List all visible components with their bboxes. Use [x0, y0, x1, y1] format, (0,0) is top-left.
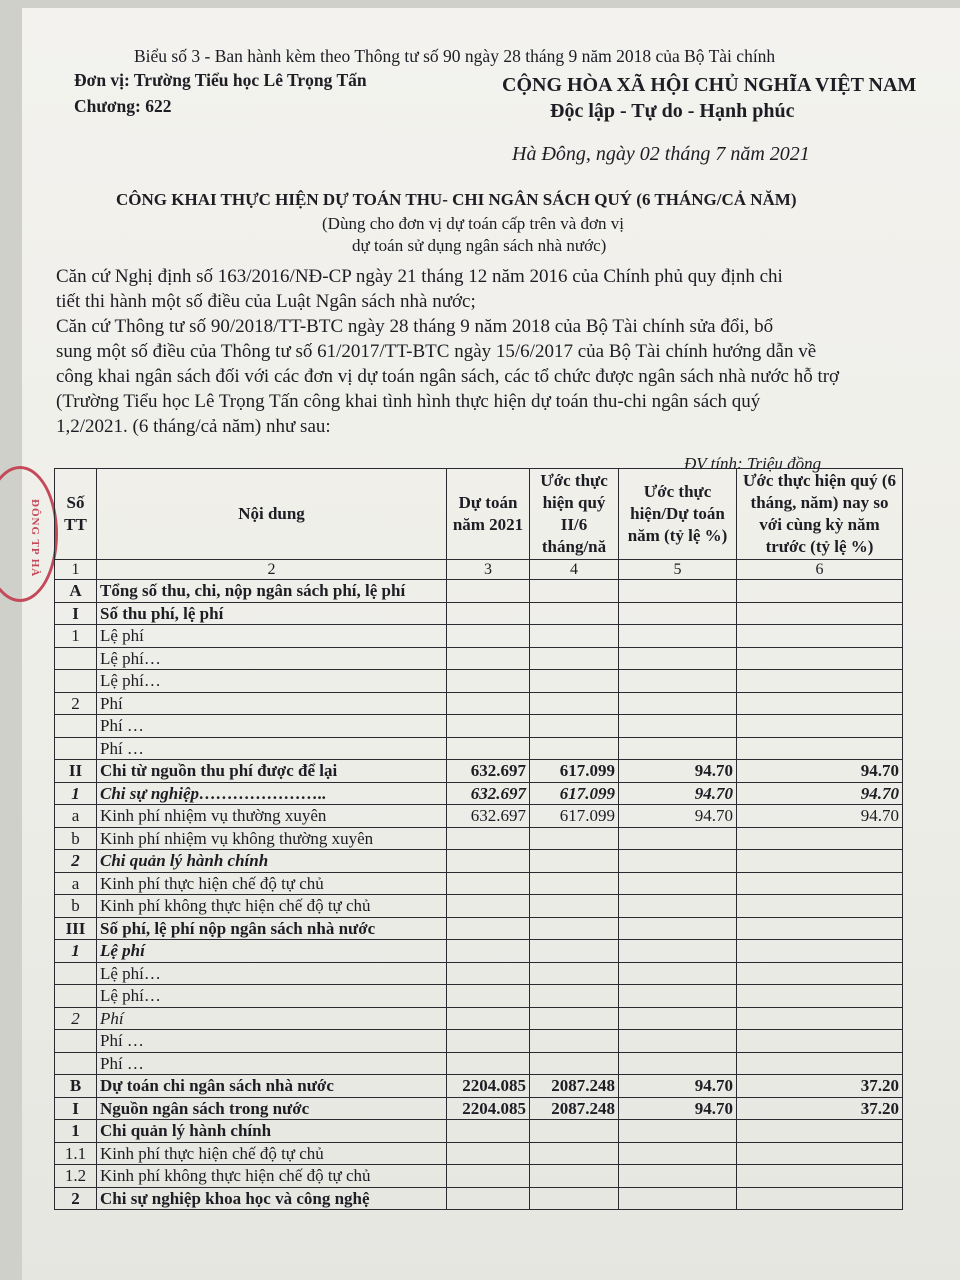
cell-estimate [447, 1120, 530, 1143]
cell-ratio-estimate [619, 895, 737, 918]
cell-content: Kinh phí thực hiện chế độ tự chủ [97, 872, 447, 895]
cell-ratio-previous-year [737, 940, 903, 963]
cell-estimate [447, 737, 530, 760]
document-subtitle-2: dự toán sử dụng ngân sách nhà nước) [352, 236, 607, 255]
cell-estimate [447, 1030, 530, 1053]
cell-ratio-estimate [619, 647, 737, 670]
document-subtitle-1: (Dùng cho đơn vị dự toán cấp trên và đơn vị [322, 214, 624, 233]
cell-content: Kinh phí không thực hiện chế độ tự chủ [97, 895, 447, 918]
cell-actual [530, 872, 619, 895]
cell-estimate: 632.697 [447, 782, 530, 805]
cell-ratio-estimate [619, 872, 737, 895]
cell-ratio-previous-year [737, 985, 903, 1008]
cell-ratio-estimate: 94.70 [619, 760, 737, 783]
cell-stt [55, 1030, 97, 1053]
cell-ratio-estimate: 94.70 [619, 782, 737, 805]
cell-stt: 2 [55, 692, 97, 715]
cell-ratio-previous-year [737, 872, 903, 895]
cell-content: Lệ phí… [97, 647, 447, 670]
table-row [55, 1165, 903, 1188]
cell-ratio-previous-year [737, 895, 903, 918]
cell-stt: I [55, 602, 97, 625]
cell-estimate [447, 602, 530, 625]
cell-content: Số phí, lệ phí nộp ngân sách nhà nước [97, 917, 447, 940]
cell-actual [530, 670, 619, 693]
cell-ratio-previous-year [737, 1052, 903, 1075]
cell-actual [530, 737, 619, 760]
table-row [55, 715, 903, 738]
cell-stt: b [55, 827, 97, 850]
cell-actual [530, 1052, 619, 1075]
cell-stt [55, 647, 97, 670]
table-row [55, 692, 903, 715]
cell-ratio-estimate: 94.70 [619, 1075, 737, 1098]
table-row [55, 1120, 903, 1143]
cell-ratio-previous-year [737, 692, 903, 715]
table-row [55, 1097, 903, 1120]
cell-ratio-estimate [619, 580, 737, 603]
column-number: 6 [737, 560, 903, 580]
header-estimate: Dự toán năm 2021 [447, 469, 530, 560]
cell-estimate [447, 692, 530, 715]
cell-ratio-previous-year [737, 1165, 903, 1188]
cell-stt [55, 1052, 97, 1075]
table-row [55, 805, 903, 828]
table-row [55, 1052, 903, 1075]
cell-ratio-estimate [619, 692, 737, 715]
cell-ratio-previous-year [737, 1142, 903, 1165]
cell-ratio-estimate: 94.70 [619, 805, 737, 828]
currency-unit-note: ĐV tính: Triệu đồng [684, 454, 822, 473]
cell-estimate [447, 1052, 530, 1075]
paragraph-line: tiết thi hành một số điều của Luật Ngân sách nhà nước; [56, 291, 476, 312]
cell-content: Phí … [97, 1030, 447, 1053]
cell-ratio-estimate: 94.70 [619, 1097, 737, 1120]
table-row [55, 872, 903, 895]
paragraph-line: công khai ngân sách đối với các đơn vị dự toán ngân sách, các tổ chức được ngân sách nhà nước hỗ trợ [56, 366, 840, 387]
header-ratio-previous-year: Ước thực hiện quý (6 tháng, năm) nay so với cùng kỳ năm trước (tỷ lệ %) [737, 469, 903, 560]
cell-actual [530, 940, 619, 963]
cell-actual [530, 917, 619, 940]
cell-estimate [447, 985, 530, 1008]
cell-ratio-previous-year [737, 737, 903, 760]
cell-estimate [447, 670, 530, 693]
cell-stt [55, 715, 97, 738]
cell-stt: 2 [55, 1007, 97, 1030]
cell-ratio-previous-year [737, 1120, 903, 1143]
cell-actual [530, 895, 619, 918]
cell-estimate [447, 827, 530, 850]
cell-ratio-estimate [619, 1007, 737, 1030]
cell-ratio-previous-year [737, 962, 903, 985]
cell-content: Kinh phí nhiệm vụ không thường xuyên [97, 827, 447, 850]
cell-actual [530, 692, 619, 715]
cell-actual: 617.099 [530, 760, 619, 783]
cell-ratio-previous-year: 37.20 [737, 1075, 903, 1098]
paragraph-line: Căn cứ Thông tư số 90/2018/TT-BTC ngày 28 tháng 9 năm 2018 của Bộ Tài chính sửa đổi, bổ [56, 316, 774, 337]
column-number: 2 [97, 560, 447, 580]
red-seal-stamp [0, 466, 58, 602]
column-number: 3 [447, 560, 530, 580]
table-row [55, 1075, 903, 1098]
cell-actual [530, 580, 619, 603]
cell-content: Lệ phí [97, 625, 447, 648]
table-row [55, 940, 903, 963]
cell-ratio-estimate [619, 625, 737, 648]
cell-ratio-estimate [619, 985, 737, 1008]
national-motto: Độc lập - Tự do - Hạnh phúc [550, 100, 795, 122]
cell-estimate [447, 1007, 530, 1030]
cell-actual: 2087.248 [530, 1097, 619, 1120]
cell-stt: 2 [55, 1187, 97, 1210]
cell-estimate [447, 917, 530, 940]
table-row [55, 1142, 903, 1165]
cell-ratio-estimate [619, 1142, 737, 1165]
cell-stt [55, 962, 97, 985]
table-row [55, 895, 903, 918]
cell-ratio-previous-year [737, 670, 903, 693]
cell-content: Nguồn ngân sách trong nước [97, 1097, 447, 1120]
cell-ratio-previous-year [737, 1187, 903, 1210]
cell-estimate [447, 940, 530, 963]
cell-estimate [447, 962, 530, 985]
cell-ratio-previous-year: 94.70 [737, 805, 903, 828]
cell-content: Chi từ nguồn thu phí được để lại [97, 760, 447, 783]
cell-actual [530, 1030, 619, 1053]
cell-actual [530, 985, 619, 1008]
column-number-row [55, 560, 903, 580]
cell-ratio-previous-year [737, 580, 903, 603]
cell-content: Phí [97, 692, 447, 715]
table-row [55, 1030, 903, 1053]
cell-actual [530, 827, 619, 850]
cell-content: Kinh phí thực hiện chế độ tự chủ [97, 1142, 447, 1165]
cell-ratio-estimate [619, 1187, 737, 1210]
cell-actual [530, 647, 619, 670]
table-row [55, 760, 903, 783]
table-row [55, 580, 903, 603]
cell-stt: II [55, 760, 97, 783]
cell-actual [530, 1120, 619, 1143]
cell-estimate: 632.697 [447, 805, 530, 828]
cell-ratio-estimate [619, 1165, 737, 1188]
cell-estimate [447, 872, 530, 895]
paragraph-line: sung một số điều của Thông tư số 61/2017/TT-BTC ngày 15/6/2017 của Bộ Tài chính hướng dẫn về [56, 341, 817, 362]
cell-stt: B [55, 1075, 97, 1098]
cell-stt: I [55, 1097, 97, 1120]
cell-estimate [447, 1187, 530, 1210]
cell-stt: III [55, 917, 97, 940]
cell-actual [530, 1007, 619, 1030]
cell-ratio-previous-year [737, 827, 903, 850]
cell-estimate [447, 580, 530, 603]
cell-content: Kinh phí không thực hiện chế độ tự chủ [97, 1165, 447, 1188]
header-content: Nội dung [97, 469, 447, 560]
budget-table [54, 468, 903, 1210]
cell-content: Kinh phí nhiệm vụ thường xuyên [97, 805, 447, 828]
cell-actual: 617.099 [530, 782, 619, 805]
cell-content: Số thu phí, lệ phí [97, 602, 447, 625]
cell-ratio-previous-year [737, 625, 903, 648]
cell-ratio-estimate [619, 827, 737, 850]
cell-content: Phí … [97, 737, 447, 760]
cell-ratio-estimate [619, 602, 737, 625]
table-row [55, 782, 903, 805]
cell-content: Chi quản lý hành chính [97, 1120, 447, 1143]
cell-stt [55, 737, 97, 760]
table-row [55, 602, 903, 625]
cell-ratio-previous-year [737, 850, 903, 873]
cell-estimate [447, 895, 530, 918]
table-row [55, 917, 903, 940]
paragraph-line: Căn cứ Nghị định số 163/2016/NĐ-CP ngày 21 tháng 12 năm 2016 của Chính phủ quy định chi [56, 266, 783, 287]
cell-estimate [447, 625, 530, 648]
cell-actual: 2087.248 [530, 1075, 619, 1098]
cell-ratio-estimate [619, 715, 737, 738]
paragraph-line: (Trường Tiểu học Lê Trọng Tấn công khai tình hình thực hiện dự toán thu-chi ngân sách quý [56, 391, 761, 412]
column-number: 4 [530, 560, 619, 580]
organization-unit: Đơn vị: Trường Tiểu học Lê Trọng Tấn [74, 70, 367, 90]
cell-ratio-previous-year [737, 917, 903, 940]
decree-reference: Biểu số 3 - Ban hành kèm theo Thông tư số 90 ngày 28 tháng 9 năm 2018 của Bộ Tài chính [134, 46, 776, 66]
table-row [55, 647, 903, 670]
cell-actual [530, 1165, 619, 1188]
table-row [55, 1007, 903, 1030]
cell-ratio-estimate [619, 1030, 737, 1053]
cell-content: Chi quản lý hành chính [97, 850, 447, 873]
cell-ratio-previous-year: 37.20 [737, 1097, 903, 1120]
table-row [55, 962, 903, 985]
cell-stt: 1 [55, 782, 97, 805]
cell-content: Lệ phí… [97, 962, 447, 985]
cell-content: Chi sự nghiệp………………….. [97, 782, 447, 805]
document-title: CÔNG KHAI THỰC HIỆN DỰ TOÁN THU- CHI NGÂN SÁCH QUÝ (6 THÁNG/CẢ NĂM) [116, 190, 797, 209]
cell-content: Phí … [97, 1052, 447, 1075]
cell-content: Phí … [97, 715, 447, 738]
cell-ratio-estimate [619, 850, 737, 873]
table-row [55, 625, 903, 648]
cell-stt: 1 [55, 940, 97, 963]
cell-content: Lệ phí [97, 940, 447, 963]
document-page [22, 8, 960, 1280]
cell-estimate [447, 1142, 530, 1165]
cell-content: Dự toán chi ngân sách nhà nước [97, 1075, 447, 1098]
cell-estimate [447, 1165, 530, 1188]
cell-ratio-previous-year [737, 1030, 903, 1053]
cell-stt: A [55, 580, 97, 603]
cell-actual [530, 1187, 619, 1210]
cell-stt: a [55, 805, 97, 828]
column-number: 5 [619, 560, 737, 580]
cell-stt [55, 670, 97, 693]
cell-ratio-estimate [619, 737, 737, 760]
cell-ratio-previous-year [737, 647, 903, 670]
cell-actual: 617.099 [530, 805, 619, 828]
cell-estimate: 632.697 [447, 760, 530, 783]
header-actual: Ước thực hiện quý II/6 tháng/nă [530, 469, 619, 560]
cell-ratio-estimate [619, 670, 737, 693]
table-row [55, 985, 903, 1008]
column-number: 1 [55, 560, 97, 580]
cell-ratio-previous-year: 94.70 [737, 760, 903, 783]
cell-estimate [447, 715, 530, 738]
cell-ratio-previous-year [737, 715, 903, 738]
table-row [55, 1187, 903, 1210]
document-date: Hà Đông, ngày 02 tháng 7 năm 2021 [512, 143, 810, 165]
cell-ratio-estimate [619, 1052, 737, 1075]
cell-ratio-estimate [619, 940, 737, 963]
paragraph-line: 1,2/2021. (6 tháng/cả năm) như sau: [56, 416, 331, 437]
table-row [55, 827, 903, 850]
table-row [55, 670, 903, 693]
cell-stt: 1.1 [55, 1142, 97, 1165]
national-title: CỘNG HÒA XÃ HỘI CHỦ NGHĨA VIỆT NAM [502, 74, 917, 96]
cell-estimate: 2204.085 [447, 1075, 530, 1098]
cell-actual [530, 625, 619, 648]
cell-content: Phí [97, 1007, 447, 1030]
cell-ratio-previous-year [737, 1007, 903, 1030]
cell-ratio-estimate [619, 917, 737, 940]
cell-actual [530, 1142, 619, 1165]
header-ratio-estimate: Ước thực hiện/Dự toán năm (tỷ lệ %) [619, 469, 737, 560]
cell-content: Lệ phí… [97, 670, 447, 693]
cell-estimate [447, 647, 530, 670]
cell-content: Tổng số thu, chi, nộp ngân sách phí, lệ phí [97, 580, 447, 603]
cell-ratio-estimate [619, 1120, 737, 1143]
cell-stt: 2 [55, 850, 97, 873]
cell-ratio-estimate [619, 962, 737, 985]
cell-ratio-previous-year [737, 602, 903, 625]
cell-stt: 1 [55, 1120, 97, 1143]
cell-content: Lệ phí… [97, 985, 447, 1008]
table-row [55, 737, 903, 760]
cell-actual [530, 962, 619, 985]
cell-actual [530, 602, 619, 625]
cell-stt: b [55, 895, 97, 918]
cell-stt: 1 [55, 625, 97, 648]
header-stt: Số TT [55, 469, 97, 560]
cell-actual [530, 850, 619, 873]
table-header-row [55, 469, 903, 560]
cell-stt: a [55, 872, 97, 895]
chapter-code: Chương: 622 [74, 96, 172, 116]
cell-stt: 1.2 [55, 1165, 97, 1188]
cell-content: Chi sự nghiệp khoa học và công nghệ [97, 1187, 447, 1210]
stamp-text: ĐÔNG TP HÀ [29, 499, 41, 578]
cell-estimate: 2204.085 [447, 1097, 530, 1120]
cell-actual [530, 715, 619, 738]
cell-ratio-previous-year: 94.70 [737, 782, 903, 805]
table-row [55, 850, 903, 873]
cell-estimate [447, 850, 530, 873]
cell-stt [55, 985, 97, 1008]
